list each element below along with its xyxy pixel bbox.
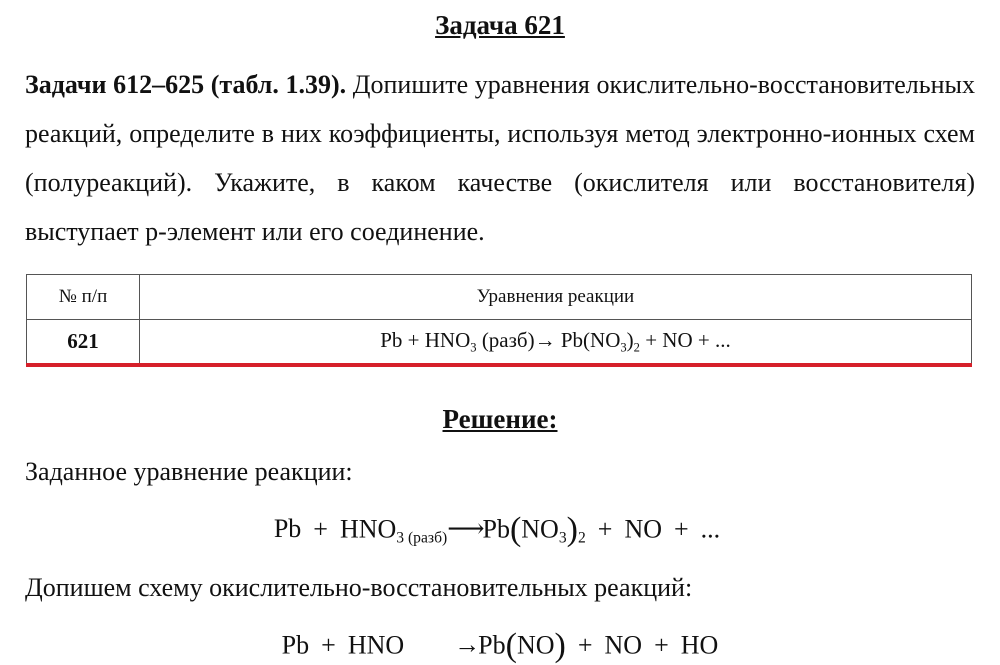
task-description <box>25 60 975 256</box>
table-row <box>27 319 972 364</box>
scheme-equation: Pb + HNO →Pb(NO) + NO + HO <box>281 627 719 664</box>
reaction-arrow: ⟶ <box>447 514 483 544</box>
header-equation: Уравнения реакции <box>140 275 972 320</box>
given-equation: $Pb + HNO_{3 (разб)}⟶Pb(NO_3)_2$ + NO + ... <box>273 511 721 548</box>
page-title: Задача 621 <box>435 10 565 40</box>
table-divider <box>26 363 972 367</box>
reaction-table <box>26 274 972 364</box>
reaction-arrow: → <box>454 630 479 660</box>
task-range-label: Задачи 612–625 (табл. 1.39). <box>25 70 347 99</box>
scheme-label: Допишем схему окислительно-восстановительных реакций: <box>25 573 693 602</box>
row-number: 621 <box>27 319 140 364</box>
given-equation-label: Заданное уравнение реакции: <box>25 457 353 486</box>
table-header-row <box>27 275 972 320</box>
row-equation: $Pb + HNO_3$ (разб)→ $Pb(NO_3)_2$ + NO + ... <box>140 319 972 364</box>
solution-heading: Решение: <box>442 404 558 434</box>
header-number: № п/п <box>27 275 140 320</box>
task-instructions: Допишите уравнения окислительно-восстановительных реакций, определите в них коэффициенты, используя метод электронно-ионных схем (полуреакций). Укажите, в каком качестве (окислителя или восстановителя) выступает p-элемент или его соединение. <box>25 70 975 246</box>
